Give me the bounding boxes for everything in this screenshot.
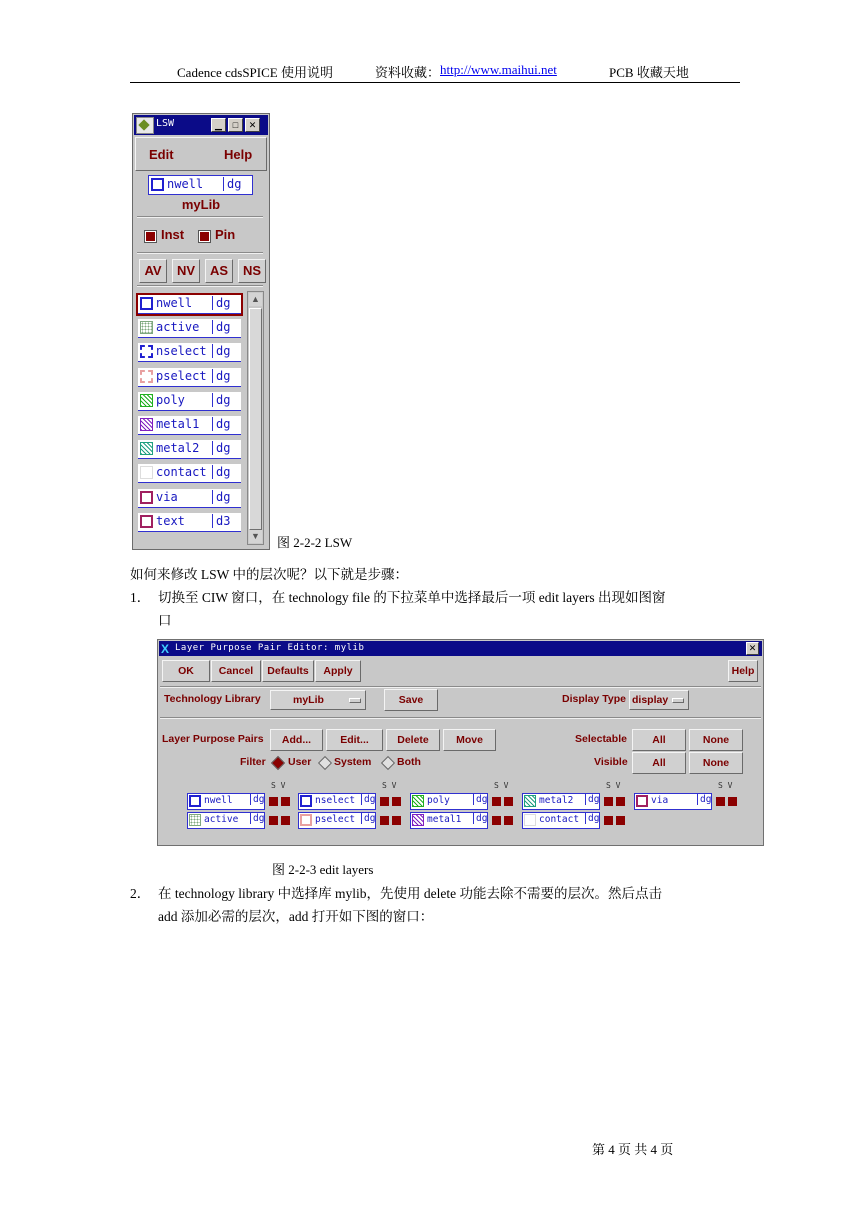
layer-purpose: dg <box>212 393 230 407</box>
layer-swatch <box>140 442 153 455</box>
layer-swatch <box>300 795 312 807</box>
move-button[interactable]: Move <box>443 729 496 751</box>
layer-purpose: dg <box>473 813 487 824</box>
scroll-thumb[interactable] <box>249 308 262 530</box>
selectable-label: Selectable <box>575 733 627 745</box>
layer-name: contact <box>156 465 207 480</box>
visible-toggle[interactable] <box>281 816 290 825</box>
sv-header: S V <box>718 781 733 790</box>
layer-purpose: dg <box>361 794 375 805</box>
technology-library-select[interactable] <box>270 690 366 710</box>
visible-toggle[interactable] <box>281 797 290 806</box>
layer-purpose-cell[interactable] <box>522 812 600 829</box>
layer-name: nwell <box>156 296 193 310</box>
layer-name: metal1 <box>156 417 200 431</box>
help-button[interactable]: Help <box>728 660 758 682</box>
technology-library-label: Technology Library <box>164 693 261 705</box>
layer-purpose-cell[interactable] <box>298 812 376 829</box>
layer-swatch <box>412 795 424 807</box>
paragraph-intro: 如何来修改 LSW 中的层次呢？以下就是步骤： <box>130 567 409 582</box>
layer-swatch <box>189 795 201 807</box>
visible-toggle[interactable] <box>504 797 513 806</box>
delete-button[interactable]: Delete <box>386 729 440 751</box>
layer-name: active <box>204 814 239 825</box>
layer-swatch <box>636 795 648 807</box>
layer-swatch <box>524 814 536 826</box>
step-1-text: 切换至 CIW 窗口，在 technology file 的下拉菜单中选择最后一项 edit layers 出现如图窗 <box>158 590 666 605</box>
filter-label: Filter <box>240 756 266 768</box>
filter-both-radio[interactable] <box>381 756 395 770</box>
layer-purpose: dg <box>212 296 230 310</box>
cancel-button[interactable]: Cancel <box>211 660 261 682</box>
figure-caption-edit-layers: 图 2-2-3 edit layers <box>272 862 374 877</box>
layer-name: pselect <box>315 814 356 825</box>
selectable-toggle[interactable] <box>604 816 613 825</box>
layer-name: metal2 <box>156 441 200 456</box>
layer-swatch <box>524 795 536 807</box>
visible-toggle[interactable] <box>392 797 401 806</box>
add-button[interactable]: Add... <box>270 729 323 751</box>
layer-purpose: dg <box>697 794 711 805</box>
selectable-none-button[interactable]: None <box>689 729 743 751</box>
layer-swatch <box>140 515 153 528</box>
sv-header: S V <box>382 781 397 790</box>
layer-list-item[interactable] <box>138 368 241 387</box>
editor-close-button[interactable]: ✕ <box>746 642 759 655</box>
header-site-name: PCB 收藏天地 <box>609 65 689 80</box>
sv-header: S V <box>271 781 286 790</box>
current-layer-name: nwell <box>167 177 204 191</box>
maximize-button[interactable]: □ <box>228 118 243 132</box>
layer-swatch <box>140 418 153 431</box>
layer-swatch <box>300 814 312 826</box>
pin-checkbox[interactable] <box>199 231 210 242</box>
library-name: myLib <box>181 197 221 212</box>
step-2-text-cont: add 添加必需的层次，add 打开如下图的窗口： <box>158 909 434 924</box>
layer-name: active <box>156 320 200 335</box>
layer-name: nwell <box>204 795 233 806</box>
layer-name: metal2 <box>539 795 574 806</box>
layer-swatch <box>140 394 153 407</box>
visible-toggle[interactable] <box>728 797 737 806</box>
selectable-toggle[interactable] <box>269 797 278 806</box>
layer-purpose-pairs-label: Layer Purpose Pairs <box>162 733 264 745</box>
current-layer-purpose: dg <box>223 177 241 191</box>
layer-swatch <box>140 297 153 310</box>
layer-purpose: dg <box>212 441 230 455</box>
layer-purpose: dg <box>212 417 230 431</box>
layer-swatch <box>140 321 153 334</box>
step-1-number: 1． <box>130 590 151 605</box>
step-1-text-cont: 口 <box>158 613 172 628</box>
layer-purpose: dg <box>585 794 599 805</box>
layer-name: via <box>156 489 178 504</box>
apply-button[interactable]: Apply <box>315 660 361 682</box>
layer-purpose: d3 <box>212 514 230 528</box>
filter-system-radio[interactable] <box>318 756 332 770</box>
selectable-toggle[interactable] <box>604 797 613 806</box>
layer-swatch <box>189 814 201 826</box>
layer-purpose: dg <box>212 369 230 383</box>
filter-system-label: System <box>334 756 372 768</box>
layer-purpose: dg <box>585 813 599 824</box>
selectable-toggle[interactable] <box>269 816 278 825</box>
lsw-titlebar[interactable] <box>134 115 268 135</box>
layer-purpose-cell[interactable] <box>187 812 265 829</box>
layer-list-item[interactable] <box>138 392 241 411</box>
menu-edit[interactable]: Edit <box>149 147 174 162</box>
page-number: 第 4 页 共 4 页 <box>592 1142 674 1157</box>
selectable-toggle[interactable] <box>716 797 725 806</box>
save-button[interactable]: Save <box>384 689 438 711</box>
layer-name: text <box>156 513 185 528</box>
selectable-toggle[interactable] <box>492 797 501 806</box>
ok-button[interactable]: OK <box>162 660 210 682</box>
scroll-up-icon[interactable]: ▲ <box>249 293 262 306</box>
current-layer-swatch <box>151 178 164 191</box>
header-url-link[interactable]: http://www.maihui.net <box>440 62 557 77</box>
header-source-label: 资料收藏： <box>375 65 441 80</box>
dropdown-icon <box>349 698 361 703</box>
display-type-select[interactable] <box>629 690 689 710</box>
separator <box>137 285 263 287</box>
layer-purpose: dg <box>250 813 264 824</box>
step-2-number: 2． <box>130 886 151 901</box>
minimize-button[interactable]: ▁ <box>211 118 226 132</box>
layer-list-item[interactable] <box>138 343 241 362</box>
visible-toggle[interactable] <box>616 816 625 825</box>
layer-list-item[interactable] <box>138 513 241 532</box>
filter-user-label: User <box>288 756 312 768</box>
layer-list-item[interactable] <box>138 440 241 459</box>
selectable-toggle[interactable] <box>380 797 389 806</box>
nv-button[interactable]: NV <box>172 259 200 283</box>
layer-swatch <box>140 466 153 479</box>
layer-purpose: dg <box>212 490 230 504</box>
separator <box>160 686 761 688</box>
visible-toggle[interactable] <box>504 816 513 825</box>
layer-purpose: dg <box>361 813 375 824</box>
visible-none-button[interactable]: None <box>689 752 743 774</box>
pin-label: Pin <box>215 227 236 242</box>
layer-purpose-cell[interactable] <box>410 793 488 810</box>
visible-toggle[interactable] <box>616 797 625 806</box>
display-type-value: display <box>632 694 669 706</box>
x-logo-icon: X <box>161 642 170 656</box>
layer-purpose-cell[interactable] <box>410 812 488 829</box>
layer-swatch <box>140 370 153 383</box>
separator <box>137 216 263 218</box>
editor-titlebar[interactable] <box>159 641 762 656</box>
layer-name: nselect <box>315 795 356 806</box>
layer-name: pselect <box>156 368 207 383</box>
layer-list-item[interactable] <box>138 464 241 483</box>
header-doc-title: Cadence cdsSPICE 使用说明 <box>177 65 333 80</box>
inst-label: Inst <box>161 227 185 242</box>
filter-both-label: Both <box>397 756 421 768</box>
visible-label: Visible <box>594 756 628 768</box>
layer-swatch <box>140 345 153 358</box>
layer-purpose-cell[interactable] <box>634 793 712 810</box>
sv-header: S V <box>494 781 509 790</box>
menu-help[interactable]: Help <box>224 147 253 162</box>
editor-title: Layer Purpose Pair Editor: mylib <box>175 643 365 653</box>
page-header <box>130 60 740 83</box>
step-2-text: 在 technology library 中选择库 mylib，先使用 delete 功能去除不需要的层次。然后点击 <box>158 886 662 901</box>
lsw-title: LSW <box>156 118 175 129</box>
visible-all-button[interactable]: All <box>632 752 686 774</box>
figure-caption-lsw: 图 2-2-2 LSW <box>277 535 353 550</box>
separator <box>160 717 761 719</box>
sv-header: S V <box>606 781 621 790</box>
layer-name: poly <box>156 392 185 407</box>
inst-checkbox[interactable] <box>145 231 156 242</box>
layer-purpose: dg <box>212 344 230 358</box>
layer-name: metal1 <box>427 814 462 825</box>
layer-purpose: dg <box>212 465 230 479</box>
layer-list-item[interactable] <box>138 416 241 435</box>
layer-purpose-cell[interactable] <box>187 793 265 810</box>
layer-name: contact <box>539 814 580 825</box>
separator <box>137 252 263 254</box>
layer-purpose: dg <box>212 320 230 334</box>
layer-list-scrollbar[interactable] <box>247 291 264 545</box>
edit-button[interactable]: Edit... <box>326 729 383 751</box>
scroll-down-icon[interactable]: ▼ <box>249 530 262 543</box>
lsw-window <box>132 113 270 550</box>
av-button[interactable]: AV <box>139 259 167 283</box>
layer-purpose-cell[interactable] <box>522 793 600 810</box>
defaults-button[interactable]: Defaults <box>262 660 314 682</box>
display-type-label: Display Type <box>562 693 626 705</box>
close-button[interactable]: ✕ <box>245 118 260 132</box>
layer-purpose: dg <box>473 794 487 805</box>
ns-button[interactable]: NS <box>238 259 266 283</box>
layer-swatch <box>140 491 153 504</box>
layer-list-item[interactable] <box>138 489 241 508</box>
filter-user-radio[interactable] <box>271 756 285 770</box>
layer-purpose: dg <box>250 794 264 805</box>
selectable-toggle[interactable] <box>380 816 389 825</box>
layer-name: via <box>651 795 669 806</box>
current-layer-indicator <box>148 175 253 195</box>
selectable-all-button[interactable]: All <box>632 729 686 751</box>
selectable-toggle[interactable] <box>492 816 501 825</box>
as-button[interactable]: AS <box>205 259 233 283</box>
technology-library-value: myLib <box>293 694 324 706</box>
layer-purpose-pair-editor <box>157 639 764 846</box>
layer-list-item[interactable] <box>138 319 241 338</box>
layer-swatch <box>412 814 424 826</box>
layer-list-item[interactable] <box>138 295 241 314</box>
layer-name: poly <box>427 795 450 806</box>
visible-toggle[interactable] <box>392 816 401 825</box>
layer-purpose-cell[interactable] <box>298 793 376 810</box>
layer-name: nselect <box>156 344 207 359</box>
app-logo-icon <box>136 117 154 134</box>
dropdown-icon <box>672 698 684 703</box>
